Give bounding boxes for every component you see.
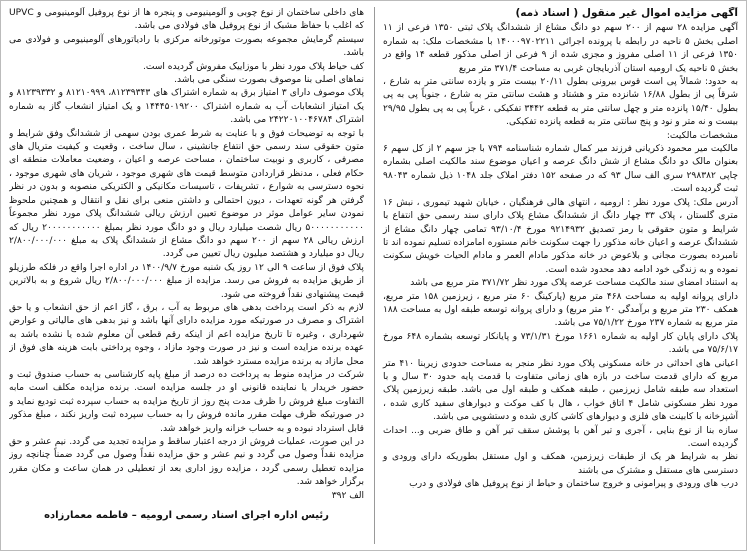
notice-paragraph: سیستم گرمایش مجموعه بصورت موتورخانه مرکزی با رادیاتورهای آلومینیومی و فولادی می باشد. xyxy=(9,34,364,59)
notice-paragraph: آگهی مزایده ۲۸ سهم از ۲۰۰ سهم دو دانگ مشاع از ششدانگ پلاک ثبتی ۱۳۵۰ فرعی از ۱۱ اصلی بخش ۵ ناحیه در رابطه با پرونده اجرائی ۱۴۰۰۰۹۷۰۲۲۱۱ با مشخصات ملک: به شماره ۱۳۵۰ فرعی از ۱۱ اصلی مفروز و مجزی شده از ۹ فرعی از اصلی مذکور قطعه ۱۴ واقع در بخش ۵ ناحیه یک ارومیه استان آذربایجان غربی به مساحت ۳۷۱/۴ متر مربع xyxy=(383,23,738,74)
notice-paragraph: سازه بنا از نوع بنایی ، آجری و تیر آهن با پوشش سقف تیر آهن و طاق ضربی و... احداث گردیده است. xyxy=(383,425,738,449)
notice-paragraph: پلاک دارای پایان کار اولیه به شماره ۱۶۶۱ مورخ ۷۳/۱/۳۱ و پایانکار توسعه بشماره ۶۴۸ مورخ ۷۵/۶/۱۷ می باشد. xyxy=(383,331,738,356)
notice-signature: رئیس اداره اجرای اسناد رسمی ارومیه – فاطمه معمارزاده xyxy=(44,510,329,522)
notice-paragraph: در این صورت، عملیات فروش از درجه اعتبار ساقط و مزایده تجدید می گردد. نیم عشر و حق مزایده نقداً وصول می گردد و نیم عشر و حق مزایده نقداً وصول می گردد ضمناً چنانچه روز مزایده تعطیل رسمی گردد ، مزایده روز اداری بعد از تعطیلی در همان ساعت و مکان مقرر برگزار خواهد شد. xyxy=(9,437,364,488)
notice-paragraph: لازم به ذکر است پرداخت بدهی های مربوط به آب ، برق ، گاز اعم از حق انشعاب و یا حق اشتراک و مصرف در صورتیکه مورد مزایده دارای آنها باشد و نیز بدهی های مالیاتی و عوارض شهرداری ، وغیره تا تاریخ مزایده اعم از اینکه رقم قطعی آن معلوم شده یا نشده باشد به عهده برنده مزایده است و نیز در صورت وجود مازاد ، وجوه پرداختی بابت هزینه های فوق از محل مازاد به برنده مزایده مسترد خواهد شد. xyxy=(9,302,364,367)
notice-paragraph: شرکت در مزایده منوط به پرداخت ده درصد از مبلغ پایه کارشناسی به حساب صندوق ثبت و حضور خریدار یا نماینده قانونی او در جلسه مزایده است. برنده مزایده مکلف است مابه التفاوت مبلغ فروش را ظرف مدت پنج روز از تاریخ مزایده به حساب سپرده ثبت تودیع نماید و در صورتیکه ظرف مهلت مقرر مانده فروش را به حساب سپرده ثبت واریز نکند ، مبلغ مذکور قابل استرداد نبوده و به حساب خزانه واریز خواهد شد. xyxy=(9,369,364,434)
notice-paragraph: پلاک موصوف دارای ۳ امتیاز برق به شماره اشتراک های ۸۱۲۳۹۳۴۳، ۸۱۲۱۰۹۹۹ و ۸۱۲۳۹۳۳۲ و یک امتیاز انشعابات آب به شماره اشتراک ۱۴۴۴۵۰۱۹۲۰۰ و یک امتیاز انشعاب گاز به شماره اشتراک ۲۴۲۲۰۱۰۰۴۶۷۸۴ می باشد. xyxy=(9,88,364,126)
notice-columns xyxy=(9,7,738,544)
notice-paragraph: نماهای اصلی بنا موصوف بصورت سنگی می باشد. xyxy=(174,75,364,86)
notice-paragraph: های داخلی ساختمان از نوع چوبی و آلومینیومی و پنجره ها از نوع پروفیل آلومینیومی و UPVC که اغلب با حفاظ مشبک از نوع پروفیل های فولادی می باشد. xyxy=(9,8,364,32)
notice-paragraph: مالکیت میر محمود ذکریانی فرزند میر کمال شماره شناسنامه ۷۹۴ با جز سهم ۲ از کل سهم ۶ بعنوان مالک دو دانگ مشاع از شش دانگ عرصه و اعیان موضوع سند مالکیت اصلی بشماره چاپی ۲۹۸۳۸۲ سری الف سال ۹۳ که در صفحه ۱۵۲ دفتر املاک جلد ۱۰۴۸ ذیل شماره ۹۸۰۴۳ ثبت گردیده است. xyxy=(383,144,738,195)
notice-paragraph: کف حیاط پلاک مورد نظر با موزاییک مفروش گردیده است. xyxy=(142,61,364,72)
notice-paragraph: آدرس ملک: پلاک مورد نظر : ارومیه ، انتهای هالی فرهنگیان ، خیابان شهید تیموری ، نبش ۱۶ متری گلستان ، پلاک ۳۳ چهار دانگ از ششدانگ مشاع پلاک دارای سند رسمی حق انتفاع با شرایط و متون حقوقی با رمز تصدیق ۹۲۱۴۹۳۲ مورخ ۹۳/۱۰/۴ تمامی چهار دانگ مشاع از ششدانگ عرصه و اعیان خانه مذکور را جهت سکونت خانم مستوره امامزاده تسلیم نموده اند تا نامبرده بصورت مجانی و بلاعوض در خانه مذکور مادام العمر و مادام الحیات خویش سکونت نموده و به زندگی خود ادامه دهد محدود شده است. xyxy=(383,197,738,275)
notice-paragraph: با توجه به توضیحات فوق و با عنایت به شرط عمری بودن سهمی از ششدانگ وفق شرایط و متون حقوقی سند رسمی حق انتفاع جانشینی ، سال ساخت ، وقعیت و کیفیت متریال های مصرفی ، کاربری و نوبیت ساختمان ، مساحت عرصه و اعیان ، وضعیت معاملات منطقه ای حکام فعلی ، مدنظر قراردادن متوسط قیمت های شهری موجود ، شریان های شهری موجود ، نحوه دسترسی به شوارع ، تشریفات ، تاسیسات مکانیکی و الکتریکی منصوبه و بدون در نظر گرفتن هر گونه تعهدات ، دیون احتمالی و داشتن منعی برای نقل و انتقال و همچنین ملحوظ نمودن سایر عوامل موثر در موضوع تعیین ارزش ریالی ششدانگ پلاک مورد نظر مجموعاً ۵۰۰۰۰۰۰۰۰۰۰۰ ریال شصت میلیارد ریال و دو دانگ مورد نظر بمبلغ ۲۰۰۰۰۰۰۰۰۰۰۰ ریال که ارزش ریالی ۲۸ سهم از ۲۰۰ سهم دو دانگ مشاع از ششدانگ پلاک به مبلغ ۲/۸۰۰/۰۰۰/۰۰۰ ریال دو میلیارد و هشتصد میلیون ریال تعیین می گردد. xyxy=(9,128,364,260)
notice-paragraph: نظر به شرایط هر یک از طبقات زیرزمین، همکف و اول مستقل بطوریکه دارای ورودی و دسترسی های مستقل و مشترک می باشند xyxy=(383,452,738,476)
notice-paragraph: اعیانی های احداثی در خانه مسکونی پلاک مورد نظر منجر به مساحت حدودی زیربنا ۴۱۰ متر مربع که دارای قدمت ساخت در بازه های زمانی متفاوت با قدمت پایه حدود ۳۰ سال و با استعداد سه طبقه شامل زیرزمین ، طبقه همکف و طبقه اول می باشد. طبقه زیرزمین پلاک مورد نظر مسکونی شامل ۴ اتاق خواب ، هال با کف موکت و دیوارهای سفید کاری شده ، آشپزخانه با کابینت های فلزی و دیوارهای کاشی کاری شده و دستشویی می باشد. xyxy=(383,358,738,423)
notice-paragraph: به استناد امضای سند مالکیت مساحت عرصه پلاک مورد نظر ۳۷۱/۷۲ متر مربع می باشد xyxy=(410,278,738,289)
notice-paragraph: درب های ورودی و پیرامونی و خروج ساختمان و حیاط از نوع پروفیل های فولادی و درب xyxy=(409,479,738,490)
notice-paragraph: دارای پروانه اولیه به مساحت ۴۶۸ متر مربع (پارکینگ ۶۰ متر مربع ، زیرزمین ۱۵۸ متر مربع، همکف ۲۳۰ متر مربع و برآمدگی ۲۰ متر مربع) و دارای پروانه توسعه طبقه اول به مساحت ۱۸۸ متر مربع به شماره ۲۳۷ مورخ ۷۵/۱/۲۲ می باشد. xyxy=(383,291,738,329)
notice-paragraph: مشخصات مالکیت: xyxy=(666,130,738,141)
notice-title: آگهی مزایده اموال غیر منقول ( اسناد ذمه) xyxy=(515,7,738,19)
notice-left-column xyxy=(9,7,364,544)
notice-right-column xyxy=(374,7,738,544)
notice-reference-code: الف ۳۹۲ xyxy=(331,490,364,501)
notice-paragraph: به حدود: شمالاً پی است قوس بیرونی بطول ۲۰/۱۱ بیست متر و یازده سانتی متر به شارع ، شرقاً پی از بطول ۱۶/۸۸ شانزده متر و هشتاد و هشت سانتی متر به شارع ، جنوباً پی به پی بطول ۱۵/۴۰ پانزده متر و چهل سانتی متر به قطعه ۳۴۴۲ تفکیکی ، غرباً پی به پی بطول ۲۹/۹۵ بیست و نه متر و نود و پنج سانتی متر به قطعه پانزده تفکیکی. xyxy=(383,77,738,128)
notice-paragraph: پلاک فوق از ساعت ۹ الی ۱۲ روز یک شنبه مورخ ۱۴۰۰/۹/۷ در اداره اجرا واقع در فلکه طرزیلو از طریق مزایده به فروش می رسد. مزایده از مبلغ ۲/۸۰۰/۰۰۰/۰۰۰ ریال شروع و به بالاترین قیمت پیشنهادی نقداً فروخته می شود. xyxy=(9,262,364,300)
